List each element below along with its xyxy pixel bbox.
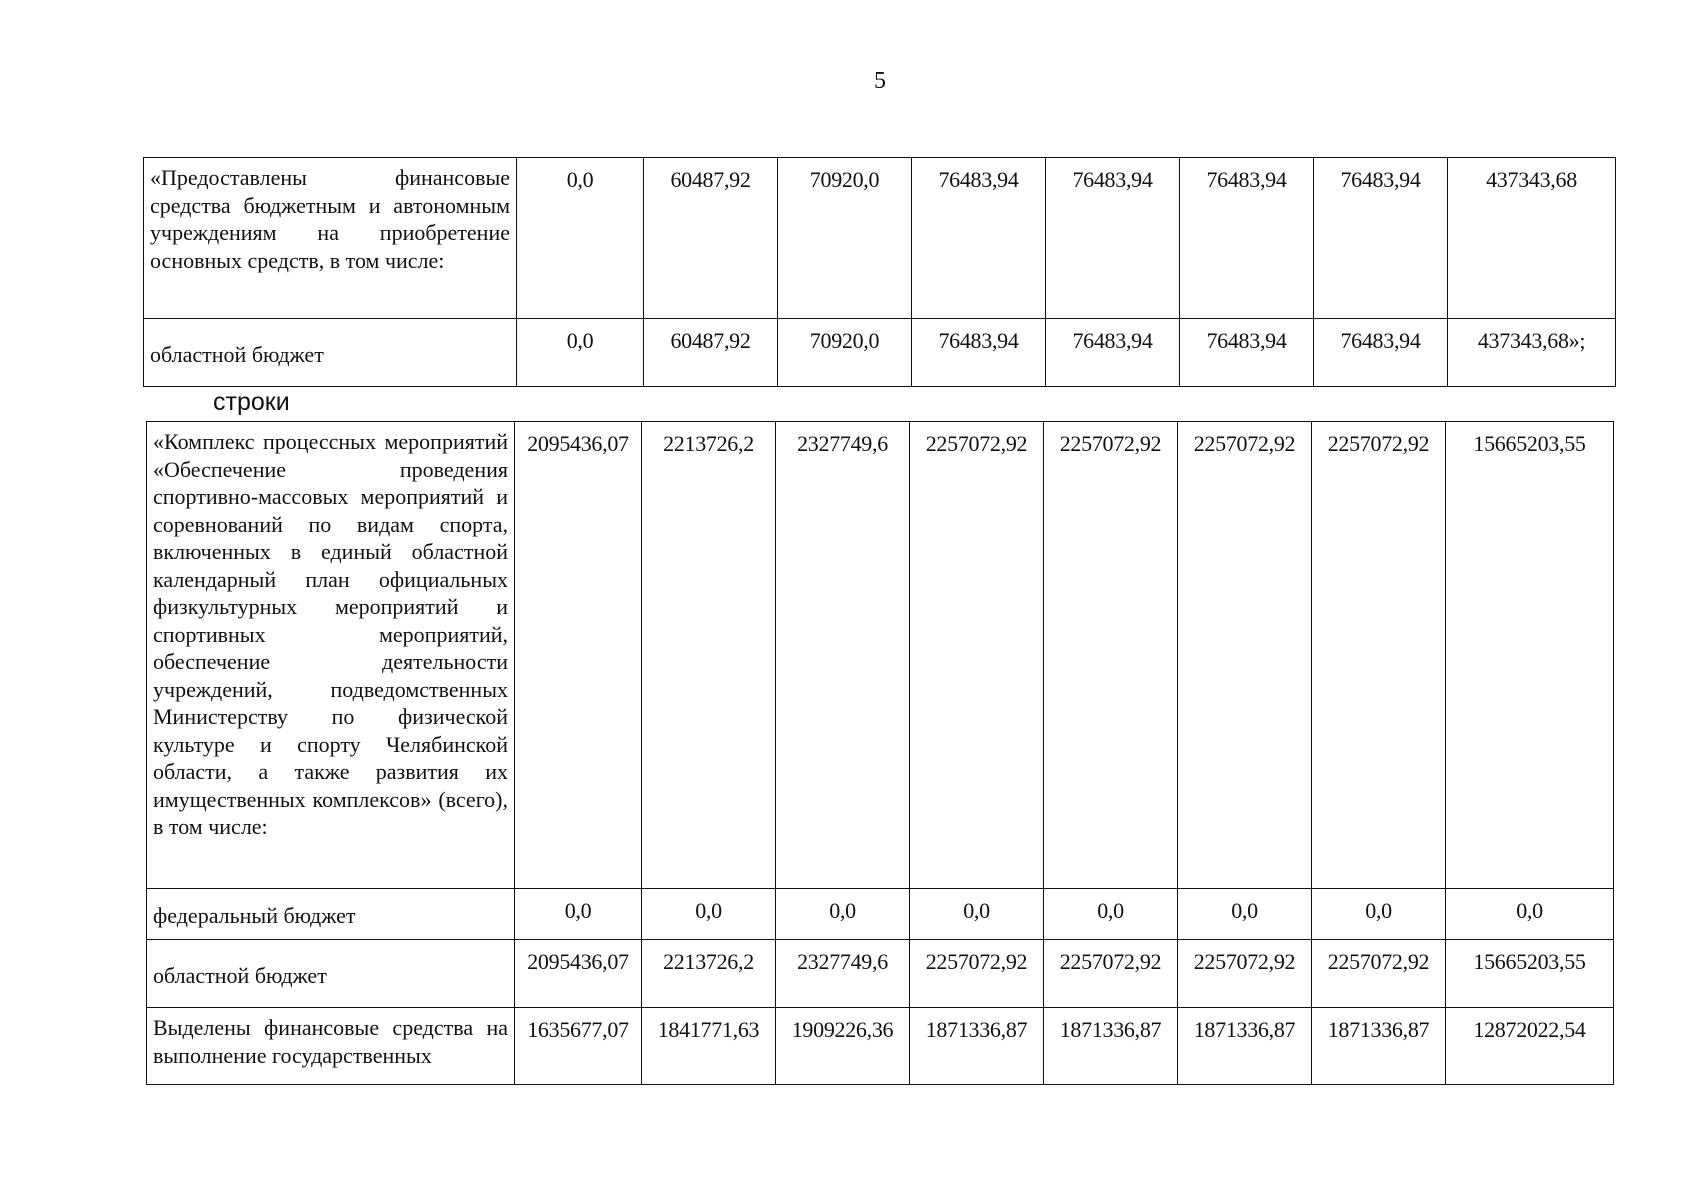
value-cell: 2257072,92 — [910, 422, 1044, 889]
section-caption: строки — [213, 388, 290, 416]
total-cell: 0,0 — [1446, 889, 1614, 940]
value-cell: 2257072,92 — [1312, 422, 1446, 889]
value-cell: 76483,94 — [1180, 319, 1314, 387]
table-row — [147, 889, 1614, 940]
value-cell: 2257072,92 — [1178, 940, 1312, 1008]
total-cell: 15665203,55 — [1446, 940, 1614, 1008]
value-cell: 1841771,63 — [642, 1008, 776, 1085]
budget-table-bottom — [146, 421, 1614, 1085]
total-cell: 15665203,55 — [1446, 422, 1614, 889]
value-cell: 2257072,92 — [1178, 422, 1312, 889]
value-cell: 0,0 — [910, 889, 1044, 940]
value-cell: 1871336,87 — [1178, 1008, 1312, 1085]
page-number: 5 — [874, 68, 886, 94]
value-cell: 1871336,87 — [1044, 1008, 1178, 1085]
total-cell: 437343,68»; — [1448, 319, 1616, 387]
budget-table-top — [143, 157, 1616, 387]
value-cell: 76483,94 — [1046, 158, 1180, 319]
value-cell: 0,0 — [1044, 889, 1178, 940]
value-cell: 2257072,92 — [1312, 940, 1446, 1008]
value-cell: 76483,94 — [1046, 319, 1180, 387]
value-cell: 2327749,6 — [776, 422, 910, 889]
value-cell: 70920,0 — [778, 158, 912, 319]
value-cell: 76483,94 — [912, 319, 1046, 387]
row-label: областной бюджет — [147, 940, 515, 1008]
value-cell: 0,0 — [642, 889, 776, 940]
total-cell: 437343,68 — [1448, 158, 1616, 319]
value-cell: 1871336,87 — [1312, 1008, 1446, 1085]
value-cell: 60487,92 — [644, 319, 778, 387]
value-cell: 2257072,92 — [910, 940, 1044, 1008]
value-cell: 0,0 — [515, 889, 642, 940]
row-label: «Комплекс процессных мероприятий «Обеспечение проведения спортивно-массовых мероприятий и соревнований по видам спорта, включенных в единый областной календарный план официальных физкультурных мероприятий и спортивных мероприятий, обеспечение деятельности учреждений, подведомственных Министерству по физической культуре и спорту Челябинской области, а также развития их имущественных комплексов» (всего), в том числе: — [147, 422, 515, 889]
table-row — [147, 1008, 1614, 1085]
value-cell: 0,0 — [776, 889, 910, 940]
table-row — [144, 158, 1616, 319]
value-cell: 2095436,07 — [515, 422, 642, 889]
value-cell: 0,0 — [517, 158, 644, 319]
table-row — [144, 319, 1616, 387]
value-cell: 0,0 — [1178, 889, 1312, 940]
value-cell: 76483,94 — [1314, 319, 1448, 387]
value-cell: 0,0 — [1312, 889, 1446, 940]
row-label: Выделены финансовые средства на выполнение государственных — [147, 1008, 515, 1085]
value-cell: 2257072,92 — [1044, 422, 1178, 889]
value-cell: 2257072,92 — [1044, 940, 1178, 1008]
value-cell: 2213726,2 — [642, 422, 776, 889]
value-cell: 60487,92 — [644, 158, 778, 319]
value-cell: 76483,94 — [1314, 158, 1448, 319]
row-label: федеральный бюджет — [147, 889, 515, 940]
value-cell: 70920,0 — [778, 319, 912, 387]
value-cell: 76483,94 — [1180, 158, 1314, 319]
total-cell: 12872022,54 — [1446, 1008, 1614, 1085]
value-cell: 2327749,6 — [776, 940, 910, 1008]
value-cell: 2095436,07 — [515, 940, 642, 1008]
value-cell: 0,0 — [517, 319, 644, 387]
value-cell: 1635677,07 — [515, 1008, 642, 1085]
value-cell: 76483,94 — [912, 158, 1046, 319]
value-cell: 1871336,87 — [910, 1008, 1044, 1085]
value-cell: 1909226,36 — [776, 1008, 910, 1085]
row-label: «Предоставлены финансовые средства бюджетным и автономным учреждениям на приобретение основных средств, в том числе: — [144, 158, 517, 319]
table-row — [147, 940, 1614, 1008]
row-label: областной бюджет — [144, 319, 517, 387]
table-row — [147, 422, 1614, 889]
value-cell: 2213726,2 — [642, 940, 776, 1008]
